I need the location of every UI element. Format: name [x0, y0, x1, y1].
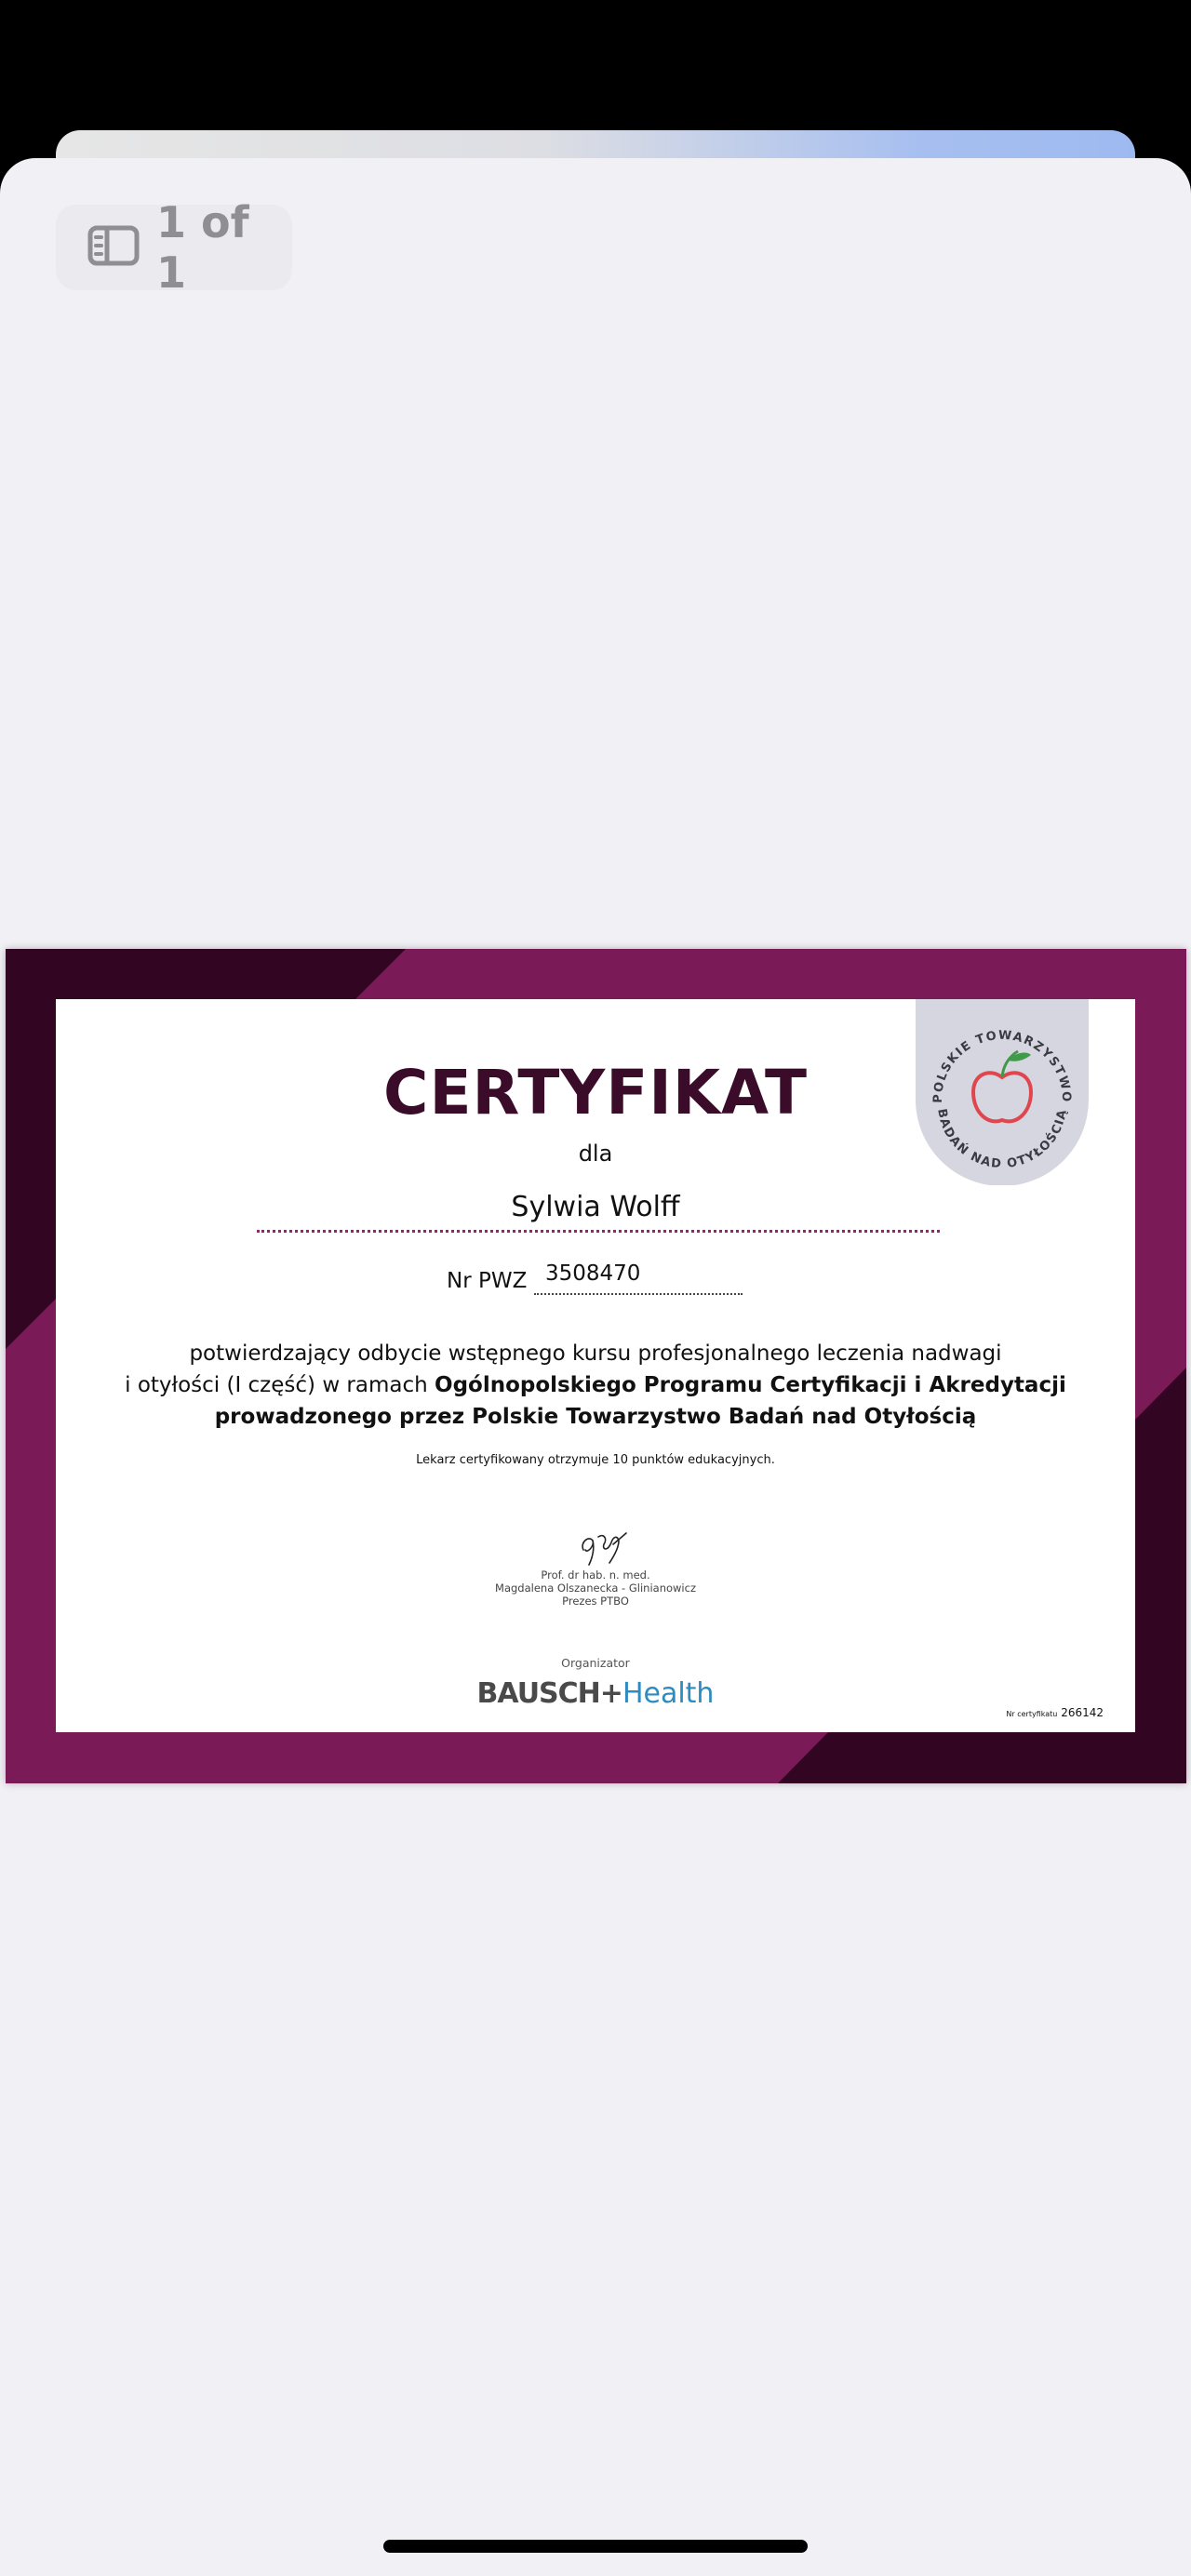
bausch-health-logo: [56, 1678, 1135, 1710]
education-points-note: Lekarz certyfikowany otrzymuje 10 punktów edukacyjnych.: [416, 1453, 775, 1467]
signatory-block: [56, 1568, 1135, 1608]
organizer-society: prowadzonego przez Polskie Towarzystwo Badań nad Otyłością: [214, 1405, 977, 1429]
pwz-label: Nr PWZ: [447, 1269, 528, 1293]
plus-icon: +: [599, 1677, 622, 1710]
recipient-name: Sylwia Wolff: [511, 1191, 680, 1223]
certificate-number: [1006, 1706, 1104, 1719]
pwz-number: 3508470: [545, 1261, 641, 1286]
sidebar-icon: [87, 225, 140, 270]
certificate-number-value: 266142: [1061, 1706, 1104, 1719]
statement-line-1: potwierdzający odbycie wstępnego kursu profesjonalnego leczenia nadwagi: [189, 1341, 1002, 1366]
certificate-body: [56, 999, 1135, 1732]
page-indicator-label: 1 of 1: [156, 197, 249, 298]
signatory-role: Prezes PTBO: [562, 1595, 629, 1608]
signatory-name: Magdalena Olszanecka - Glinianowicz: [495, 1582, 696, 1595]
certificate: [6, 949, 1186, 1783]
sponsor-name-part1: BAUSCH: [476, 1677, 600, 1710]
statement-line-2: [56, 1369, 1135, 1401]
home-indicator[interactable]: [383, 2540, 808, 2553]
svg-text:BADAŃ NAD OTYŁOŚCIĄ: BADAŃ NAD OTYŁOŚCIĄ: [934, 1107, 1070, 1172]
certificate-title: CERTYFIKAT: [383, 1057, 808, 1128]
for-label: dla: [578, 1141, 613, 1167]
certificate-statement: [56, 1338, 1135, 1433]
organizer-label: Organizator: [561, 1656, 630, 1670]
statement-line-2-prefix: i otyłości (I część) w ramach: [125, 1373, 435, 1397]
svg-text:POLSKIE TOWARZYSTWO: POLSKIE TOWARZYSTWO: [930, 1028, 1074, 1103]
program-name: Ogólnopolskiego Programu Certyfikacji i Akredytacji: [435, 1373, 1066, 1397]
signatory-title: Prof. dr hab. n. med.: [541, 1568, 650, 1582]
name-underline: [257, 1230, 940, 1233]
certificate-number-label: Nr certyfikatu: [1006, 1710, 1058, 1718]
status-bar: [0, 0, 1191, 130]
handwritten-signature: [576, 1526, 632, 1568]
page-indicator-button[interactable]: [56, 197, 292, 298]
pwz-underline: [534, 1293, 743, 1295]
sponsor-name-part2: Health: [622, 1677, 715, 1710]
statement-line-3: [56, 1401, 1135, 1433]
